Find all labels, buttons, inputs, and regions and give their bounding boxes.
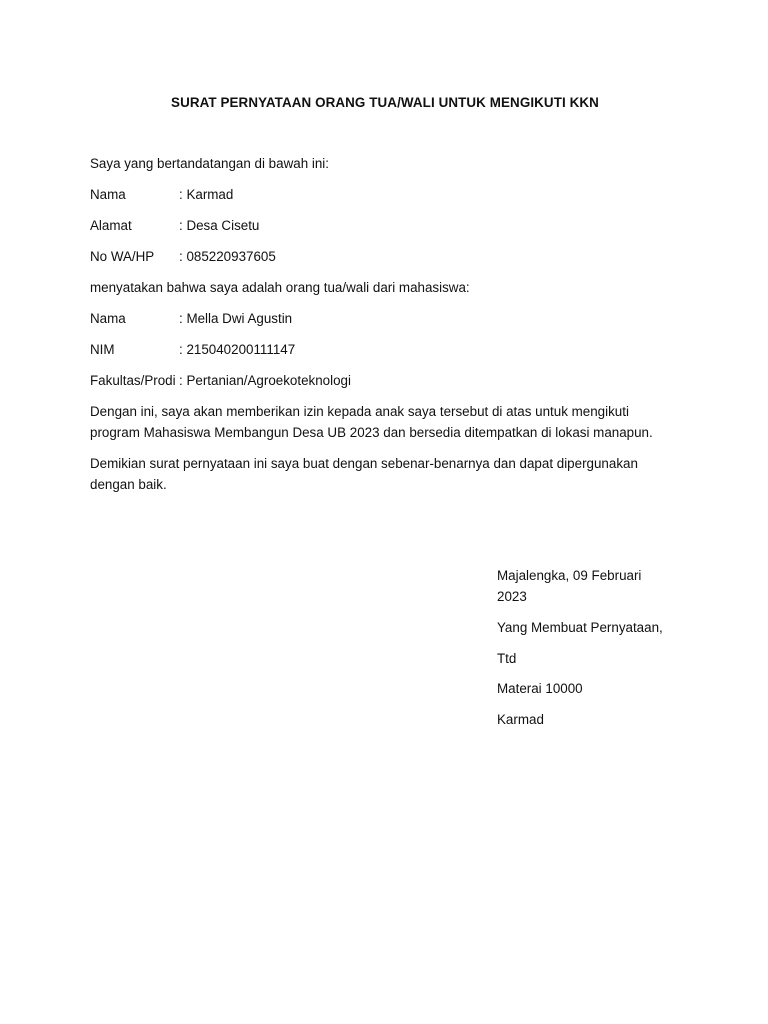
permission-paragraph [90, 401, 680, 443]
signature-stamp: Materai 10000 [497, 681, 583, 696]
student-nim-row [90, 340, 295, 360]
signature-maker: Yang Membuat Pernyataan, [497, 620, 663, 635]
statement-text: menyatakan bahwa saya adalah orang tua/wali dari mahasiswa: [90, 280, 470, 295]
parent-address-value: : Desa Cisetu [179, 218, 260, 233]
parent-address-row [90, 216, 259, 236]
signature-date-line-2: 2023 [497, 589, 527, 604]
student-faculty-row [90, 371, 351, 391]
parent-name-label: Nama [90, 187, 126, 202]
parent-phone-label: No WA/HP [90, 249, 155, 264]
closing-line-1: Demikian surat pernyataan ini saya buat dengan sebenar-benarnya dan dapat dipergunakan [90, 456, 638, 471]
parent-name-value: : Karmad [179, 187, 234, 202]
document-title: SURAT PERNYATAAN ORANG TUA/WALI UNTUK MENGIKUTI KKN [171, 95, 599, 110]
permission-line-1: Dengan ini, saya akan memberikan izin kepada anak saya tersebut di atas untuk mengikuti [90, 404, 629, 419]
student-faculty-label: Fakultas/Prodi [90, 373, 176, 388]
signature-ttd: Ttd [497, 651, 517, 666]
student-name-label: Nama [90, 311, 126, 326]
closing-line-2: dengan baik. [90, 477, 167, 492]
student-name-value: : Mella Dwi Agustin [179, 311, 293, 326]
student-nim-value: : 215040200111147 [179, 342, 296, 357]
parent-phone-row [90, 247, 276, 267]
closing-paragraph [90, 453, 680, 495]
parent-address-label: Alamat [90, 218, 132, 233]
intro-text: Saya yang bertandatangan di bawah ini: [90, 156, 329, 171]
signature-date-line-1: Majalengka, 09 Februari [497, 568, 642, 583]
signature-date [497, 565, 697, 607]
permission-line-2: program Mahasiswa Membangun Desa UB 2023 dan bersedia ditempatkan di lokasi manapun. [90, 425, 653, 440]
parent-phone-value: : 085220937605 [179, 249, 276, 264]
student-nim-label: NIM [90, 342, 115, 357]
signature-signer: Karmad [497, 712, 544, 727]
student-name-row [90, 309, 292, 329]
student-faculty-value: : Pertanian/Agroekoteknologi [179, 373, 351, 388]
parent-name-row [90, 185, 233, 205]
